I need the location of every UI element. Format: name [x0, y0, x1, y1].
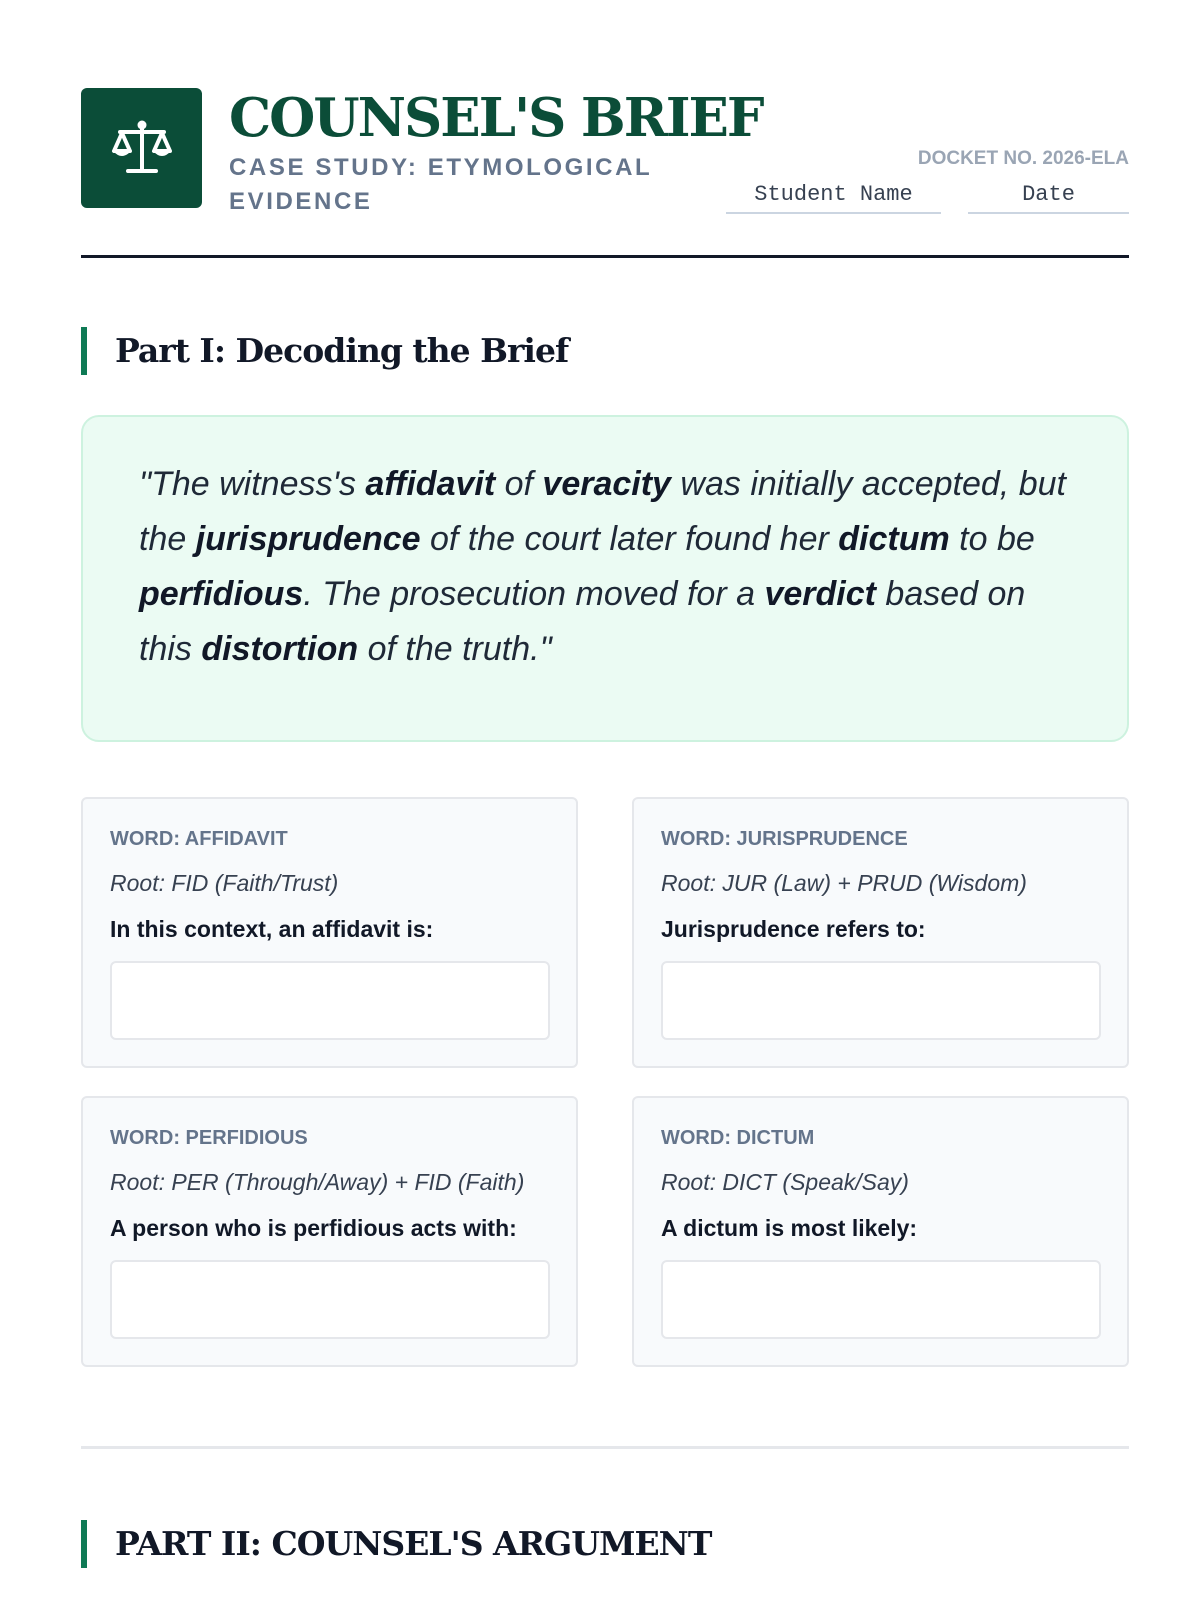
card-root: Root: JUR (Law) + PRUD (Wisdom): [661, 870, 1027, 896]
case-quote: "The witness's affidavit of veracity was initially accepted, but the jurisprudence of the court later found her dictum to be perfidious. The prosecution moved for a verdict based on this distortion of the truth.": [139, 465, 1066, 668]
vocab-word: affidavit: [365, 465, 496, 503]
answer-input-affidavit[interactable]: [110, 961, 550, 1040]
section-heading-part-1: Part I: Decoding the Brief: [81, 327, 1129, 375]
answer-input-dictum[interactable]: [661, 1260, 1101, 1339]
header-divider: [81, 255, 1129, 258]
answer-input-jurisprudence[interactable]: [661, 961, 1101, 1040]
section-divider: [81, 1446, 1129, 1449]
date-field[interactable]: Date: [968, 180, 1129, 214]
word-card-dictum: [632, 1096, 1129, 1367]
vocab-word: veracity: [542, 465, 671, 503]
word-card-perfidious: [81, 1096, 578, 1367]
section-heading-part-2: PART II: COUNSEL'S ARGUMENT: [81, 1520, 1129, 1568]
page-title: COUNSEL'S BRIEF: [229, 87, 763, 149]
scales-of-justice-icon: [111, 119, 173, 177]
card-root: Root: PER (Through/Away) + FID (Faith): [110, 1169, 525, 1195]
word-card-affidavit: [81, 797, 578, 1068]
vocab-word: perfidious: [139, 575, 304, 613]
vocab-word: dictum: [838, 520, 950, 558]
card-prompt: A person who is perfidious acts with:: [110, 1215, 517, 1241]
answer-input-perfidious[interactable]: [110, 1260, 550, 1339]
logo-badge: [81, 88, 202, 208]
vocab-word: distortion: [201, 630, 359, 668]
card-root: Root: FID (Faith/Trust): [110, 870, 339, 896]
case-quote-box: [81, 415, 1129, 742]
card-word: WORD: AFFIDAVIT: [110, 828, 288, 850]
card-root: Root: DICT (Speak/Say): [661, 1169, 909, 1195]
vocab-word: jurisprudence: [195, 520, 421, 558]
card-word: WORD: PERFIDIOUS: [110, 1127, 308, 1149]
word-card-jurisprudence: [632, 797, 1129, 1068]
card-prompt: In this context, an affidavit is:: [110, 916, 434, 942]
page-header: [81, 88, 1129, 258]
page-subtitle: CASE STUDY: ETYMOLOGICAL EVIDENCE: [229, 154, 652, 215]
card-word: WORD: JURISPRUDENCE: [661, 828, 908, 850]
vocab-word: verdict: [764, 575, 876, 613]
student-name-field[interactable]: Student Name: [726, 180, 941, 214]
docket-number: DOCKET NO. 2026-ELA: [917, 148, 1129, 169]
card-prompt: A dictum is most likely:: [661, 1215, 918, 1241]
card-word: WORD: DICTUM: [661, 1127, 815, 1149]
card-prompt: Jurisprudence refers to:: [661, 916, 926, 942]
